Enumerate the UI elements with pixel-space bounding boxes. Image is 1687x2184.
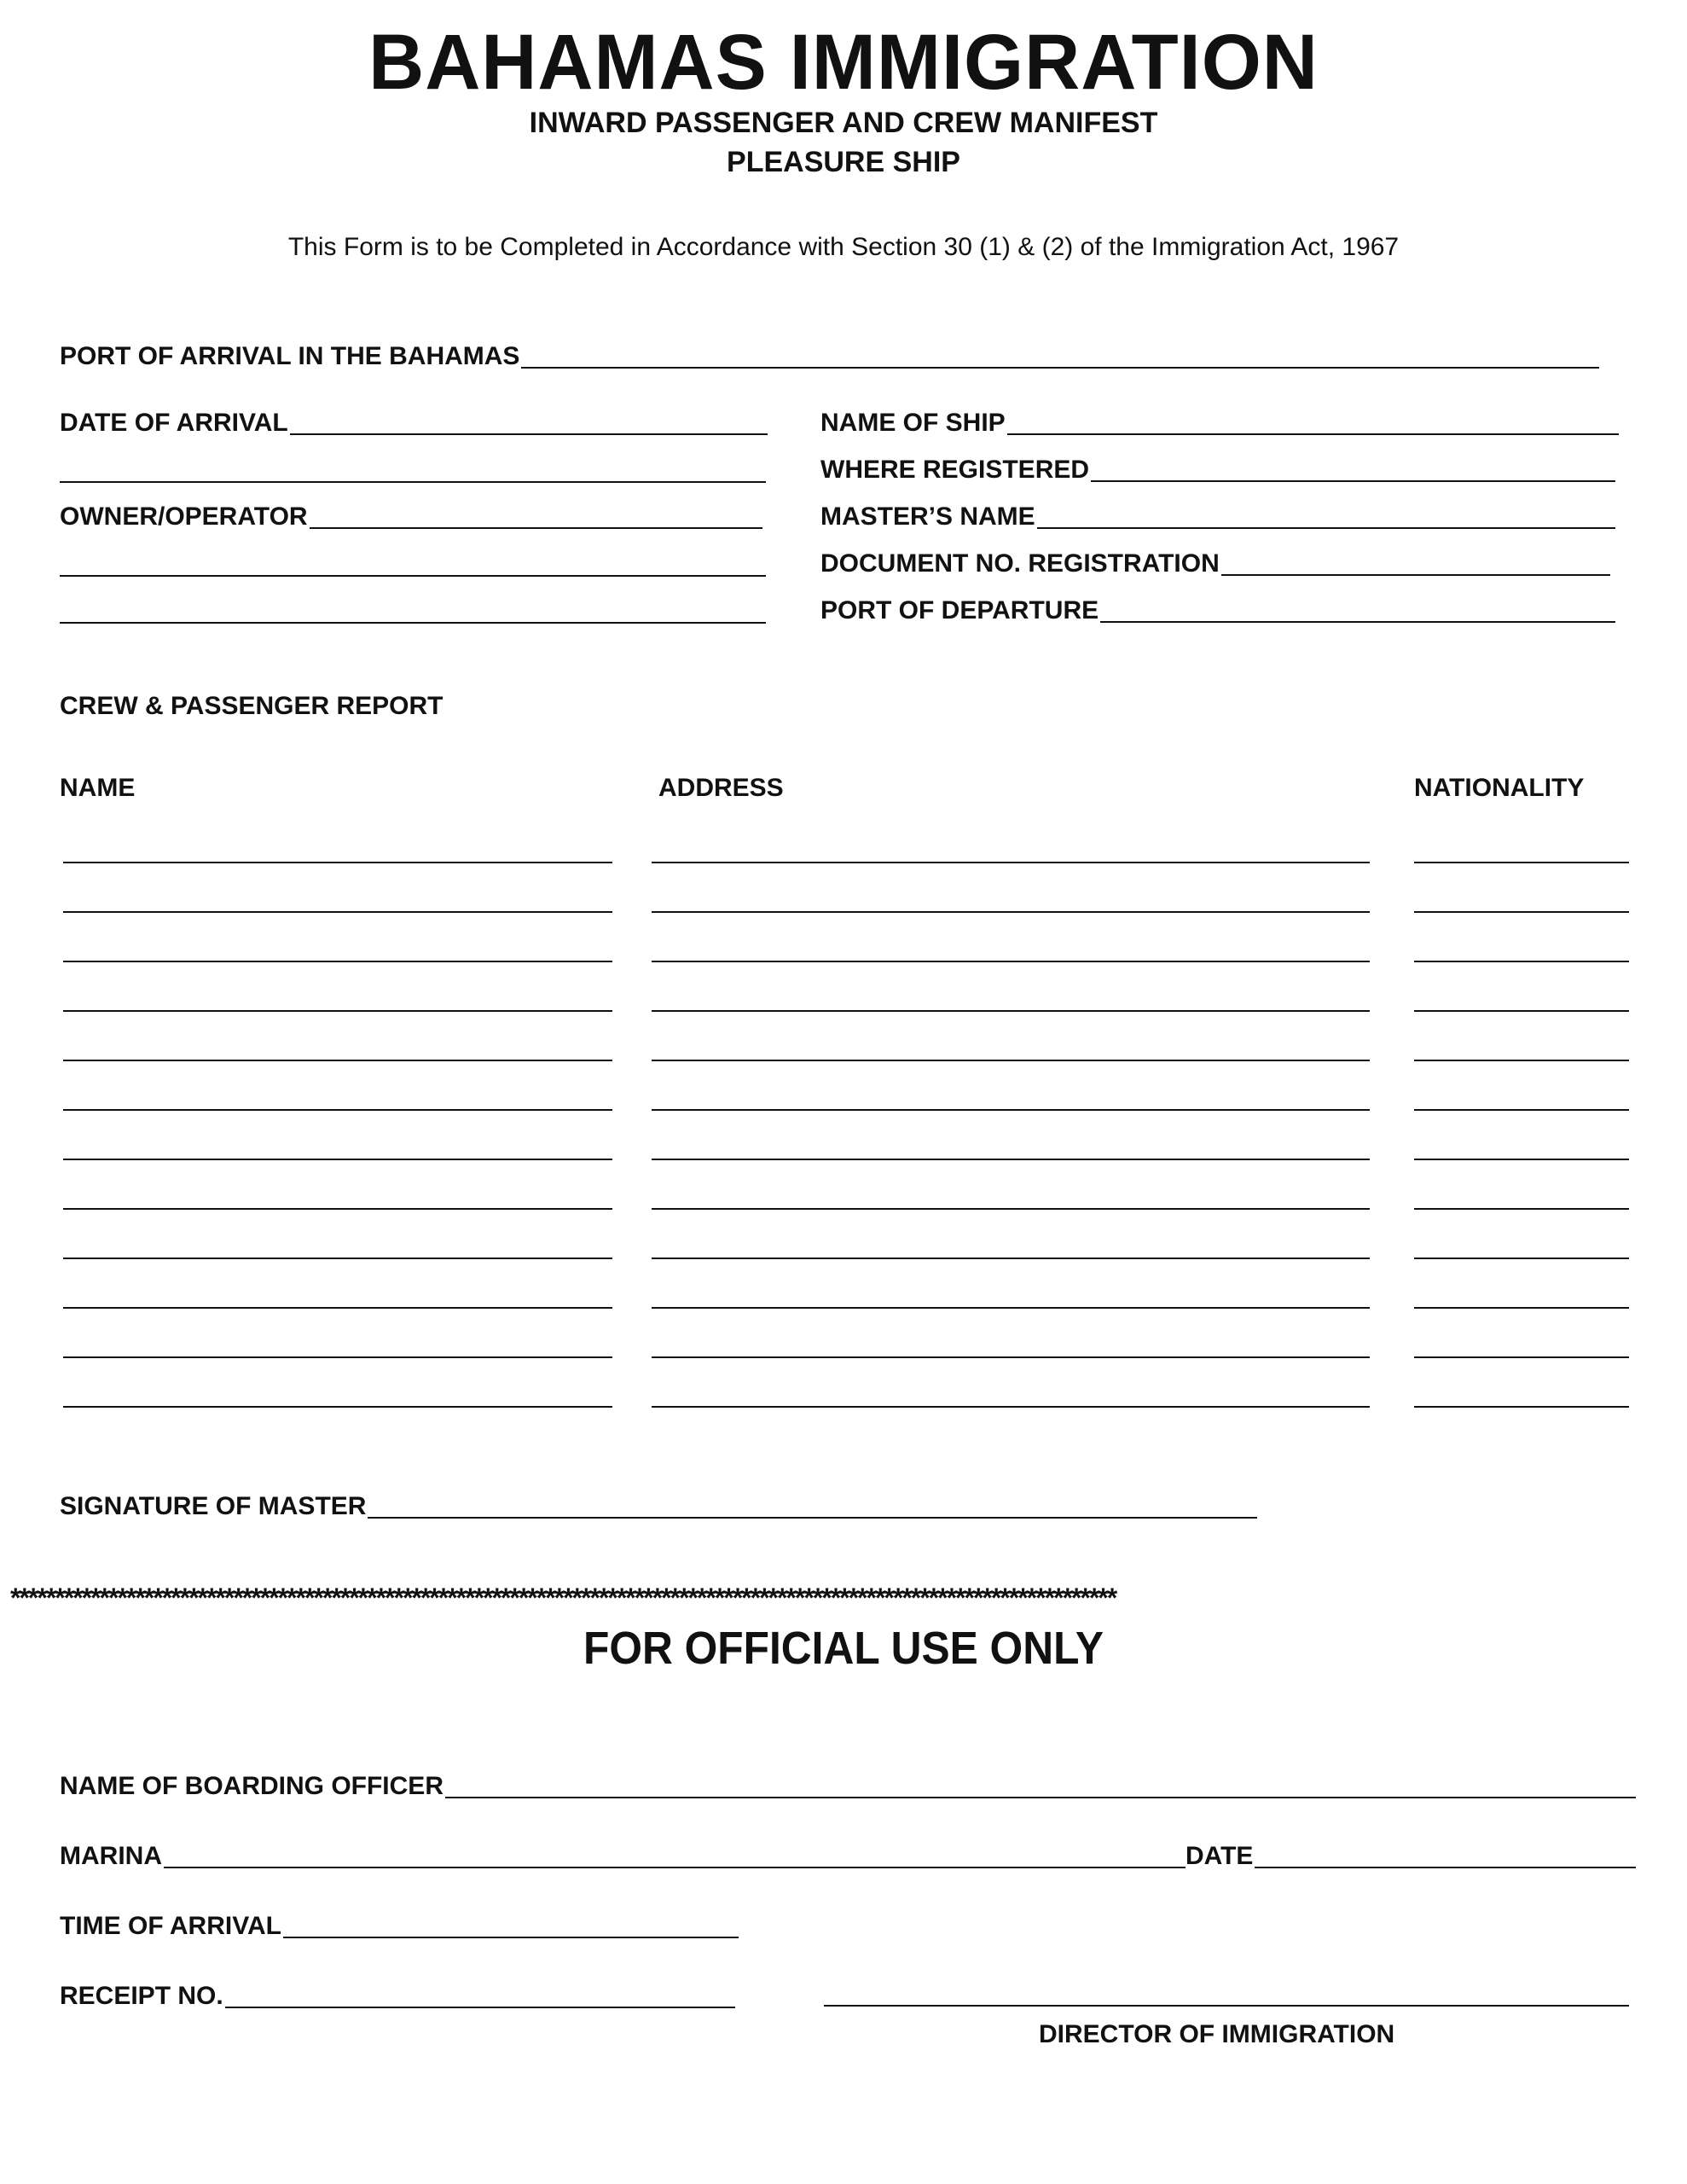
receipt-no-line[interactable] — [225, 2005, 735, 2008]
signature-of-master-line[interactable] — [368, 1515, 1257, 1519]
nationality-entry-line[interactable] — [1414, 1406, 1629, 1408]
where-registered-label: WHERE REGISTERED — [820, 456, 1090, 484]
owner-operator-line[interactable] — [310, 526, 762, 529]
time-of-arrival-field[interactable] — [60, 1911, 739, 1942]
address-entry-line[interactable] — [652, 1159, 1370, 1160]
official-use-heading: FOR OFFICIAL USE ONLY — [583, 1623, 1104, 1674]
document-no-field[interactable] — [820, 549, 1610, 579]
nationality-entry-line[interactable] — [1414, 1060, 1629, 1061]
nationality-entry-line[interactable] — [1414, 862, 1629, 863]
nationality-entry-line[interactable] — [1414, 1208, 1629, 1210]
name-entry-line[interactable] — [63, 1307, 612, 1309]
crew-passenger-report-heading: CREW & PASSENGER REPORT — [60, 692, 443, 720]
time-of-arrival-line[interactable] — [283, 1935, 739, 1938]
nationality-entry-line[interactable] — [1414, 1307, 1629, 1309]
address-entry-line[interactable] — [652, 911, 1370, 913]
date-of-arrival-field[interactable] — [60, 408, 768, 439]
nationality-entry-line[interactable] — [1414, 961, 1629, 962]
nationality-entry-line[interactable] — [1414, 1356, 1629, 1358]
nationality-entry-line[interactable] — [1414, 1010, 1629, 1012]
name-entry-line[interactable] — [63, 862, 612, 863]
address-column-header: ADDRESS — [658, 774, 784, 802]
name-entry-line[interactable] — [63, 1406, 612, 1408]
name-entry-line[interactable] — [63, 1060, 612, 1061]
form-title: BAHAMAS IMMIGRATION — [368, 19, 1319, 106]
marina-field[interactable] — [60, 1841, 1186, 1872]
receipt-no-field[interactable] — [60, 1981, 735, 2012]
date-of-arrival-extra-line[interactable] — [60, 481, 766, 483]
masters-name-field[interactable] — [820, 502, 1615, 532]
name-entry-line[interactable] — [63, 911, 612, 913]
nationality-entry-line[interactable] — [1414, 1258, 1629, 1259]
marina-line[interactable] — [164, 1865, 1186, 1868]
name-entry-line[interactable] — [63, 1356, 612, 1358]
name-entry-line[interactable] — [63, 1258, 612, 1259]
nationality-entry-line[interactable] — [1414, 911, 1629, 913]
address-entry-line[interactable] — [652, 1406, 1370, 1408]
nationality-entry-line[interactable] — [1414, 1109, 1629, 1111]
boarding-officer-line[interactable] — [445, 1795, 1636, 1798]
time-of-arrival-label: TIME OF ARRIVAL — [60, 1912, 281, 1940]
name-entry-line[interactable] — [63, 1159, 612, 1160]
name-entry-line[interactable] — [63, 1208, 612, 1210]
director-of-immigration-label: DIRECTOR OF IMMIGRATION — [1039, 2020, 1395, 2048]
address-entry-line[interactable] — [652, 961, 1370, 962]
name-entry-line[interactable] — [63, 961, 612, 962]
address-entry-line[interactable] — [652, 1109, 1370, 1111]
name-of-ship-field[interactable] — [820, 408, 1619, 439]
official-date-label: DATE — [1186, 1842, 1254, 1870]
document-no-label: DOCUMENT NO. REGISTRATION — [820, 549, 1220, 578]
owner-operator-extra-line-1[interactable] — [60, 575, 766, 577]
where-registered-line[interactable] — [1091, 479, 1615, 482]
document-no-line[interactable] — [1221, 572, 1610, 576]
owner-operator-field[interactable] — [60, 502, 762, 532]
form-subtitle-ship: PLEASURE SHIP — [727, 146, 960, 178]
signature-of-master-label: SIGNATURE OF MASTER — [60, 1492, 367, 1520]
asterisk-separator: **************************************************************************************************************************** — [10, 1583, 1116, 1613]
form-legal-note: This Form is to be Completed in Accordance with Section 30 (1) & (2) of the Immigration Act, 1967 — [287, 233, 1400, 261]
address-entry-line[interactable] — [652, 862, 1370, 863]
boarding-officer-label: NAME OF BOARDING OFFICER — [60, 1772, 443, 1800]
masters-name-label: MASTER’S NAME — [820, 502, 1035, 531]
name-column-header: NAME — [60, 774, 136, 802]
port-of-departure-line[interactable] — [1100, 619, 1615, 623]
form-subtitle-manifest: INWARD PASSENGER AND CREW MANIFEST — [529, 107, 1158, 139]
boarding-officer-field[interactable] — [60, 1771, 1636, 1802]
where-registered-field[interactable] — [820, 455, 1615, 485]
port-of-departure-label: PORT OF DEPARTURE — [820, 596, 1099, 624]
director-signature-line[interactable] — [824, 2005, 1629, 2007]
date-of-arrival-label: DATE OF ARRIVAL — [60, 409, 288, 437]
date-of-arrival-line[interactable] — [290, 432, 768, 435]
nationality-entry-line[interactable] — [1414, 1159, 1629, 1160]
signature-of-master-field[interactable] — [60, 1491, 1257, 1522]
official-date-line[interactable] — [1255, 1865, 1636, 1868]
port-of-arrival-line[interactable] — [521, 365, 1599, 369]
name-entry-line[interactable] — [63, 1010, 612, 1012]
name-entry-line[interactable] — [63, 1109, 612, 1111]
address-entry-line[interactable] — [652, 1258, 1370, 1259]
address-entry-line[interactable] — [652, 1307, 1370, 1309]
name-of-ship-line[interactable] — [1007, 432, 1619, 435]
owner-operator-extra-line-2[interactable] — [60, 622, 766, 624]
nationality-column-header: NATIONALITY — [1414, 774, 1585, 802]
port-of-arrival-label: PORT OF ARRIVAL IN THE BAHAMAS — [60, 342, 520, 370]
masters-name-line[interactable] — [1037, 526, 1615, 529]
name-of-ship-label: NAME OF SHIP — [820, 409, 1006, 437]
port-of-arrival-field[interactable] — [60, 341, 1599, 372]
port-of-departure-field[interactable] — [820, 595, 1615, 626]
owner-operator-label: OWNER/OPERATOR — [60, 502, 308, 531]
receipt-no-label: RECEIPT NO. — [60, 1982, 223, 2010]
address-entry-line[interactable] — [652, 1010, 1370, 1012]
address-entry-line[interactable] — [652, 1356, 1370, 1358]
official-date-field[interactable] — [1186, 1841, 1636, 1872]
address-entry-line[interactable] — [652, 1208, 1370, 1210]
marina-label: MARINA — [60, 1842, 162, 1870]
address-entry-line[interactable] — [652, 1060, 1370, 1061]
